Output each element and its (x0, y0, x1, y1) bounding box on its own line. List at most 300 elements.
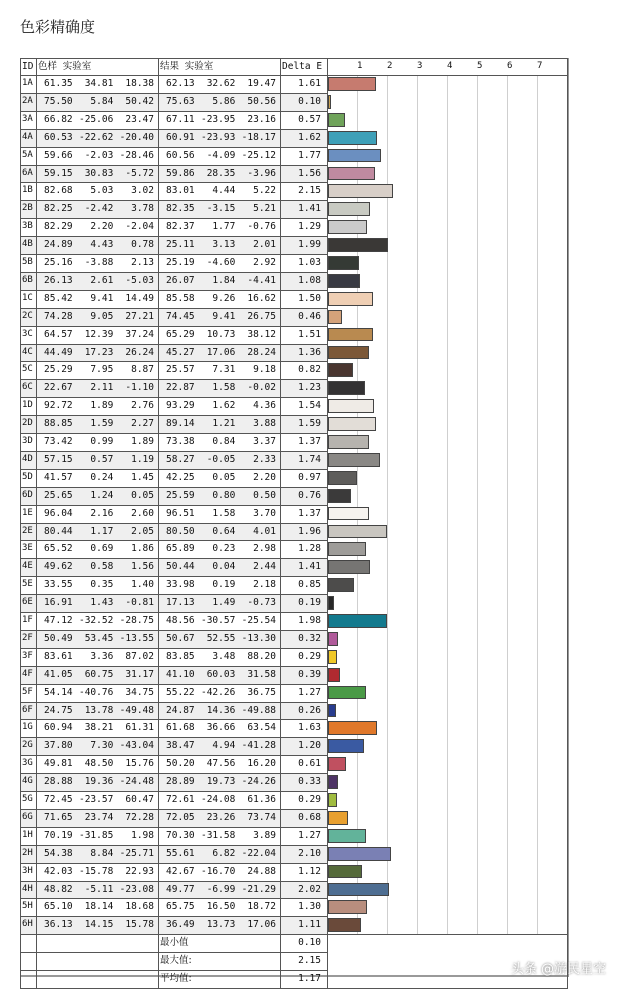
row-id: 5H (22, 901, 33, 912)
delta-e-bar (328, 184, 393, 198)
column-divider (280, 58, 281, 989)
delta-e-value: 1.41 (298, 561, 321, 573)
res-lab-value: 62.13 (166, 78, 195, 89)
ref-lab-value: 66.82 (44, 113, 73, 125)
delta-e-bar (328, 399, 374, 413)
delta-e-bar (328, 918, 361, 932)
ref-lab-value: 82.29 (44, 221, 73, 233)
ref-lab-value: 18.68 (125, 901, 154, 913)
delta-e-bar (328, 847, 391, 861)
row-id: 3C (22, 328, 33, 339)
ref-lab-value: -2.03 (84, 149, 114, 161)
summary-value: 0.10 (298, 937, 321, 949)
delta-e-value: 0.10 (298, 95, 321, 107)
delta-e-bar (328, 77, 376, 91)
ref-lab-value: 13.78 (84, 704, 114, 716)
delta-e-value: 1.54 (298, 400, 321, 412)
ref-lab-value: 28.88 (44, 776, 73, 788)
ref-lab-value: 8.84 (90, 847, 114, 859)
res-lab-value: 24.87 (166, 704, 195, 716)
ref-lab-value: 82.25 (44, 203, 73, 215)
row-id: 6G (22, 811, 33, 822)
ref-lab-value: -40.76 (78, 686, 114, 698)
res-lab-value: 16.20 (247, 758, 276, 770)
ref-lab-value: -13.55 (119, 632, 154, 644)
delta-e-value: 0.33 (298, 776, 321, 788)
delta-e-bar (328, 220, 367, 234)
res-lab-value: -0.02 (247, 382, 276, 394)
res-lab-value: 3.48 (212, 650, 236, 662)
ref-lab-value: 0.57 (90, 453, 114, 465)
ref-lab-value: 0.24 (90, 471, 114, 483)
ref-lab-value: -43.04 (119, 740, 154, 752)
ref-lab-value: 60.94 (44, 722, 73, 734)
res-lab-value: 10.73 (206, 328, 236, 340)
ref-lab-value: 14.15 (84, 919, 114, 931)
delta-e-value: 2.10 (298, 847, 321, 859)
res-lab-value: 2.98 (253, 543, 276, 555)
column-divider (158, 58, 159, 989)
res-lab-value: 33.98 (166, 579, 195, 591)
ref-lab-value: 0.78 (131, 239, 154, 251)
ref-lab-value: 96.04 (44, 507, 73, 519)
res-lab-value: 25.57 (166, 364, 195, 376)
delta-e-bar (328, 775, 338, 789)
ref-lab-value: 82.68 (44, 185, 73, 197)
row-id: 2E (22, 525, 33, 536)
ref-lab-value: 17.23 (84, 346, 114, 358)
delta-e-value: 1.50 (298, 292, 321, 304)
row-id: 4E (22, 561, 33, 572)
ref-lab-value: 70.19 (44, 829, 73, 841)
res-lab-value: 2.33 (253, 453, 276, 465)
ref-lab-value: 60.53 (44, 131, 73, 143)
summary-divider (20, 934, 567, 935)
res-lab-value: 63.54 (247, 722, 276, 734)
ref-lab-value: -24.48 (119, 776, 154, 788)
res-lab-value: 59.86 (166, 167, 195, 179)
res-lab-value: 16.50 (206, 901, 236, 913)
row-id: 1F (22, 615, 33, 625)
row-id: 6H (22, 919, 33, 930)
res-lab-value: 72.61 (166, 794, 195, 805)
res-lab-value: 6.82 (212, 847, 236, 859)
ref-lab-value: 24.75 (44, 704, 73, 716)
res-lab-value: 83.01 (166, 185, 195, 197)
res-lab-value: 61.36 (247, 794, 276, 805)
res-lab-value: 65.75 (166, 901, 195, 913)
res-lab-value: 26.75 (247, 310, 276, 322)
res-lab-value: 2.92 (253, 257, 276, 268)
ref-lab-value: 23.74 (84, 811, 114, 823)
row-id: 5C (22, 364, 33, 375)
delta-e-bar (328, 560, 370, 574)
res-lab-value: 28.89 (166, 776, 195, 788)
ref-lab-value: -28.75 (119, 615, 154, 626)
summary-label: 最小值 (160, 937, 189, 949)
delta-e-bar (328, 274, 360, 288)
ref-lab-value: 25.65 (44, 489, 73, 501)
row-id: 4G (22, 776, 33, 787)
header-res-lab: 结果 实验室 (160, 61, 214, 72)
res-lab-value: 65.89 (166, 543, 195, 555)
delta-e-bar (328, 363, 353, 377)
delta-e-value: 1.77 (298, 149, 321, 161)
ref-lab-value: -20.40 (119, 131, 154, 143)
x-tick-label: 2 (387, 61, 393, 71)
ref-lab-value: 57.15 (44, 453, 73, 465)
ref-lab-value: -2.42 (84, 203, 114, 215)
res-lab-value: 73.38 (166, 436, 195, 447)
res-lab-value: -4.41 (247, 274, 276, 286)
summary-value: 1.17 (298, 973, 321, 984)
ref-lab-value: 34.75 (125, 686, 154, 698)
ref-lab-value: -23.08 (119, 883, 154, 895)
res-lab-value: 3.13 (212, 239, 236, 251)
res-lab-value: 0.50 (253, 489, 276, 501)
delta-e-bar (328, 757, 346, 771)
delta-e-value: 0.46 (298, 310, 321, 322)
delta-e-value: 0.68 (298, 811, 321, 823)
x-tick-label: 5 (477, 61, 483, 71)
res-lab-value: 42.25 (166, 471, 195, 483)
row-id: 2B (22, 203, 33, 214)
res-lab-value: 0.19 (212, 579, 236, 591)
res-lab-value: 42.67 (166, 865, 195, 877)
res-lab-value: 83.85 (166, 650, 195, 662)
delta-e-value: 1.41 (298, 203, 321, 215)
column-divider (20, 58, 21, 989)
header-divider (20, 75, 567, 76)
ref-lab-value: 1.89 (90, 400, 114, 412)
ref-lab-value: 24.89 (44, 239, 73, 251)
delta-e-value: 1.37 (298, 507, 321, 519)
res-lab-value: -0.05 (206, 453, 236, 465)
row-id: 5E (22, 579, 33, 590)
ref-lab-value: 65.10 (44, 901, 73, 913)
res-lab-value: 85.58 (166, 292, 195, 304)
res-lab-value: 70.30 (166, 829, 195, 841)
row-id: 6C (22, 382, 33, 393)
delta-e-value: 1.29 (298, 221, 321, 233)
delta-e-bar (328, 668, 340, 682)
res-lab-value: 36.49 (166, 919, 195, 931)
ref-lab-value: 4.43 (90, 239, 114, 251)
ref-lab-value: -22.62 (78, 131, 114, 143)
ref-lab-value: 31.17 (125, 668, 154, 680)
column-divider (567, 58, 568, 989)
res-lab-value: 7.31 (212, 364, 236, 376)
row-id: 1C (22, 292, 33, 303)
ref-lab-value: 75.50 (44, 95, 73, 107)
res-lab-value: -22.04 (241, 847, 276, 859)
ref-lab-value: 61.31 (125, 722, 154, 734)
ref-lab-value: 2.16 (90, 507, 114, 519)
ref-lab-value: 50.42 (125, 95, 154, 107)
delta-e-bar (328, 525, 387, 539)
ref-lab-value: -23.57 (78, 794, 114, 805)
ref-lab-value: 60.75 (84, 668, 114, 680)
row-id: 4C (22, 346, 33, 357)
ref-lab-value: 36.13 (44, 919, 73, 931)
res-lab-value: 60.56 (166, 149, 195, 161)
ref-lab-value: 34.81 (84, 78, 114, 89)
res-lab-value: 48.56 (166, 615, 195, 626)
color-accuracy-table (20, 58, 569, 984)
ref-lab-value: 44.49 (44, 346, 73, 358)
x-tick-label: 7 (537, 61, 543, 71)
row-id: 4A (22, 131, 33, 142)
row-id: 3F (22, 650, 33, 661)
page-title: 色彩精确度 (20, 18, 96, 36)
res-lab-value: 41.10 (166, 668, 195, 680)
res-lab-value: 61.68 (166, 722, 195, 734)
ref-lab-value: 80.44 (44, 525, 73, 537)
res-lab-value: -16.70 (200, 865, 236, 877)
delta-e-bar (328, 739, 364, 753)
res-lab-value: 2.44 (253, 561, 276, 573)
delta-e-value: 1.96 (298, 525, 321, 537)
res-lab-value: 3.37 (253, 436, 276, 447)
row-id: 4D (22, 453, 33, 464)
ref-lab-value: -5.11 (84, 883, 114, 895)
res-lab-value: 22.87 (166, 382, 195, 394)
res-lab-value: 80.50 (166, 525, 195, 537)
ref-lab-value: -28.46 (119, 149, 154, 161)
res-lab-value: 73.74 (247, 811, 276, 823)
row-id: 1B (22, 185, 33, 196)
delta-e-bar (328, 202, 370, 216)
ref-lab-value: 26.24 (125, 346, 154, 358)
ref-lab-value: -15.78 (78, 865, 114, 877)
delta-e-bar (328, 328, 373, 342)
res-lab-value: 72.05 (166, 811, 195, 823)
res-lab-value: 93.29 (166, 400, 195, 412)
ref-lab-value: 25.29 (44, 364, 73, 376)
delta-e-bar (328, 811, 348, 825)
x-tick-label: 3 (417, 61, 423, 71)
delta-e-value: 1.03 (298, 257, 321, 268)
delta-e-value: 1.12 (298, 865, 321, 877)
row-id: 5A (22, 149, 33, 160)
res-lab-value: 36.75 (247, 686, 276, 698)
res-lab-value: 9.26 (212, 292, 236, 304)
delta-e-bar (328, 131, 377, 145)
ref-lab-value: 1.89 (131, 436, 154, 447)
ref-lab-value: 9.05 (90, 310, 114, 322)
ref-lab-value: 15.76 (125, 758, 154, 770)
res-lab-value: 23.26 (206, 811, 236, 823)
ref-lab-value: 2.61 (90, 274, 114, 286)
delta-e-bar (328, 900, 367, 914)
ref-lab-value: 61.35 (44, 78, 73, 89)
res-lab-value: 9.18 (253, 364, 276, 376)
ref-lab-value: 22.93 (125, 865, 154, 877)
column-divider (36, 58, 37, 989)
ref-lab-value: 7.30 (90, 740, 114, 752)
res-lab-value: 31.58 (247, 668, 276, 680)
ref-lab-value: -5.72 (125, 167, 154, 179)
ref-lab-value: 1.86 (131, 543, 154, 555)
summary-value: 2.15 (298, 955, 321, 967)
ref-lab-value: 2.60 (131, 507, 154, 519)
res-lab-value: 24.88 (247, 865, 276, 877)
res-lab-value: 89.14 (166, 418, 195, 430)
res-lab-value: -3.15 (206, 203, 236, 215)
ref-lab-value: 1.98 (131, 829, 154, 841)
ref-lab-value: -31.85 (78, 829, 114, 841)
ref-lab-value: 72.28 (125, 811, 154, 823)
delta-e-bar (328, 381, 365, 395)
res-lab-value: 50.44 (166, 561, 195, 573)
delta-e-bar (328, 542, 366, 556)
row-id: 3H (22, 865, 33, 876)
ref-lab-value: 8.87 (131, 364, 154, 376)
ref-lab-value: 48.50 (84, 758, 114, 770)
ref-lab-value: 1.19 (131, 453, 154, 465)
delta-e-value: 1.98 (298, 615, 321, 626)
res-lab-value: 38.47 (166, 740, 195, 752)
res-lab-value: 2.20 (253, 471, 276, 483)
ref-lab-value: 73.42 (44, 436, 73, 447)
row-id: 6D (22, 489, 33, 500)
res-lab-value: -0.73 (247, 597, 276, 609)
res-lab-value: 5.86 (212, 95, 236, 107)
ref-lab-value: 5.84 (90, 95, 114, 107)
row-id: 3G (22, 758, 33, 769)
ref-lab-value: 92.72 (44, 400, 73, 412)
ref-lab-value: 0.58 (90, 561, 114, 573)
res-lab-value: 23.16 (247, 113, 276, 125)
delta-e-bar (328, 704, 336, 718)
delta-e-bar (328, 471, 357, 485)
res-lab-value: 1.77 (212, 221, 236, 233)
ref-lab-value: 3.36 (90, 650, 114, 662)
header-id: ID (22, 61, 34, 72)
ref-lab-value: -32.52 (78, 615, 114, 626)
res-lab-value: 2.01 (253, 239, 276, 251)
row-id: 2C (22, 310, 33, 321)
ref-lab-value: 2.27 (131, 418, 154, 430)
row-id: 5G (22, 794, 33, 804)
ref-lab-value: -5.03 (125, 274, 154, 286)
ref-lab-value: 3.02 (131, 185, 154, 197)
row-id: 6A (22, 167, 33, 178)
ref-lab-value: 7.95 (90, 364, 114, 376)
res-lab-value: 36.66 (206, 722, 236, 734)
row-id: 2F (22, 632, 33, 643)
res-lab-value: 67.11 (166, 113, 195, 125)
ref-lab-value: 30.83 (84, 167, 114, 179)
res-lab-value: 0.23 (212, 543, 236, 555)
ref-lab-value: 0.05 (131, 489, 154, 501)
ref-lab-value: 23.47 (125, 113, 154, 125)
res-lab-value: 5.21 (253, 203, 276, 215)
delta-e-value: 2.15 (298, 185, 321, 197)
res-lab-value: 74.45 (166, 310, 195, 322)
x-tick-label: 6 (507, 61, 513, 71)
ref-lab-value: 49.81 (44, 758, 73, 770)
row-id: 1E (22, 507, 33, 518)
row-id: 4H (22, 883, 33, 894)
delta-e-bar (328, 346, 369, 360)
ref-lab-value: 83.61 (44, 650, 73, 662)
ref-lab-value: 1.59 (90, 418, 114, 430)
res-lab-value: -6.99 (206, 883, 236, 895)
ref-lab-value: 33.55 (44, 579, 73, 591)
res-lab-value: 65.29 (166, 328, 195, 340)
res-lab-value: 50.56 (247, 95, 276, 107)
delta-e-value: 0.97 (298, 471, 321, 483)
res-lab-value: -23.93 (200, 131, 236, 143)
row-id: 3E (22, 543, 33, 554)
row-id: 1H (22, 829, 33, 840)
ref-lab-value: 37.80 (44, 740, 73, 752)
res-lab-value: -42.26 (200, 686, 236, 698)
ref-lab-value: 88.85 (44, 418, 73, 430)
ref-lab-value: -0.81 (125, 597, 154, 609)
res-lab-value: -4.09 (206, 149, 236, 161)
delta-e-bar (328, 256, 359, 270)
ref-lab-value: 25.16 (44, 257, 73, 268)
res-lab-value: 1.21 (212, 418, 236, 430)
ref-lab-value: 49.62 (44, 561, 73, 573)
ref-lab-value: 2.13 (131, 257, 154, 268)
delta-e-value: 1.36 (298, 346, 321, 358)
res-lab-value: 58.27 (166, 453, 195, 465)
ref-lab-value: 42.03 (44, 865, 73, 877)
delta-e-bar (328, 435, 369, 449)
res-lab-value: 0.64 (212, 525, 236, 537)
delta-e-bar (328, 167, 375, 181)
res-lab-value: 96.51 (166, 507, 195, 519)
res-lab-value: 60.03 (206, 668, 236, 680)
ref-lab-value: 1.40 (131, 579, 154, 591)
ref-lab-value: 60.47 (125, 794, 154, 805)
x-tick-label: 1 (357, 61, 363, 71)
res-lab-value: 16.62 (247, 292, 276, 304)
row-id: 1D (22, 400, 33, 411)
res-lab-value: 5.22 (253, 185, 276, 197)
ref-lab-value: 71.65 (44, 811, 73, 823)
delta-e-bar (328, 578, 354, 592)
summary-label: 最大值: (160, 955, 192, 967)
res-lab-value: 4.94 (212, 740, 236, 752)
res-lab-value: -24.26 (241, 776, 276, 788)
delta-e-bar (328, 865, 362, 879)
res-lab-value: 28.24 (247, 346, 276, 358)
res-lab-value: 55.22 (166, 686, 195, 698)
ref-lab-value: 72.45 (44, 794, 73, 805)
delta-e-value: 1.20 (298, 740, 321, 752)
res-lab-value: 60.91 (166, 131, 195, 143)
ref-lab-value: 1.45 (131, 471, 154, 483)
ref-lab-value: -3.88 (84, 257, 114, 268)
ref-lab-value: 37.24 (125, 328, 154, 340)
ref-lab-value: 53.45 (84, 632, 114, 644)
delta-e-value: 1.27 (298, 829, 321, 841)
ref-lab-value: 1.56 (131, 561, 154, 573)
res-lab-value: -25.54 (241, 615, 276, 626)
row-id: 6B (22, 274, 33, 285)
res-lab-value: 28.35 (206, 167, 236, 179)
res-lab-value: 3.89 (253, 829, 276, 841)
ref-lab-value: 54.14 (44, 686, 73, 698)
res-lab-value: -3.96 (247, 167, 276, 179)
res-lab-value: 50.20 (166, 758, 195, 770)
res-lab-value: 32.62 (206, 78, 236, 89)
res-lab-value: -41.28 (241, 740, 276, 752)
